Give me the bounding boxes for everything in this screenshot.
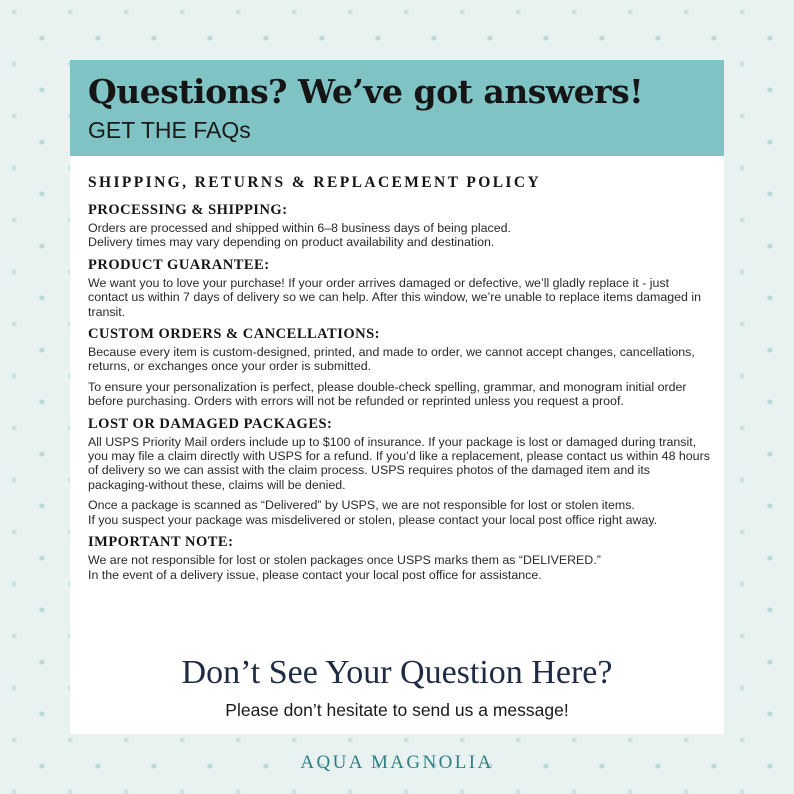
section-custom-orders [88, 326, 712, 409]
header-banner [70, 60, 724, 156]
brand-logo: AQUA MAGNOLIA [300, 752, 494, 773]
section-lost-damaged [88, 416, 712, 527]
section-heading: PRODUCT GUARANTEE: [88, 256, 270, 273]
faq-card [70, 156, 724, 734]
section-paragraph: Orders are processed and shipped within 6–8 business days of being placed. Delivery times may vary depending on product availability and destination. [88, 221, 511, 250]
section-paragraph: Because every item is custom-designed, printed, and made to order, we cannot accept changes, cancellations, returns, or exchanges once your order is submitted. [88, 345, 695, 374]
section-paragraph: We want you to love your purchase! If your order arrives damaged or defective, we’ll gladly replace it - just contact us within 7 days of delivery so we can help. After this window, we’re unable to replace items damaged in transit. [88, 275, 701, 319]
section-heading: PROCESSING & SHIPPING: [88, 202, 288, 218]
section-heading: CUSTOM ORDERS & CANCELLATIONS: [88, 326, 381, 343]
section-product-guarantee [88, 257, 712, 319]
faq-content [88, 174, 712, 589]
cta-heading: Don’t See Your Question Here? [181, 654, 613, 691]
section-paragraph: Once a package is scanned as “Delivered” by USPS, we are not responsible for lost or stolen items. If you suspect your package was misdelivered or stolen, please contact your local post office right away. [88, 498, 658, 527]
section-paragraph: To ensure your personalization is perfect, please double-check spelling, grammar, and monogram initial order before purchasing. Orders with errors will not be refunded or reprinted unless you request a proof. [88, 379, 687, 409]
section-heading: IMPORTANT NOTE: [88, 534, 234, 551]
section-processing-shipping [88, 202, 712, 250]
page-title: Questions? We’ve got answers! [88, 72, 644, 111]
section-paragraph: We are not responsible for lost or stolen packages once USPS marks them as “DELIVERED.” In the event of a delivery issue, please contact your local post office for assistance. [88, 553, 601, 582]
section-important-note [88, 534, 712, 582]
section-paragraph: All USPS Priority Mail orders include up to $100 of insurance. If your package is lost or damaged during transit, you may file a claim directly with USPS for a refund. If you’d like a replacement, please contact us within 48 hours of delivery so we can assist with the claim process. USPS requires photos of the damaged item and its packaging-without these, claims will be denied. [88, 434, 710, 492]
policy-title: SHIPPING, RETURNS & REPLACEMENT POLICY [88, 174, 542, 191]
page-subtitle: GET THE FAQs [88, 117, 251, 143]
cta-subtext: Please don’t hesitate to send us a message! [225, 700, 569, 720]
section-heading: LOST OR DAMAGED PACKAGES: [88, 415, 333, 432]
